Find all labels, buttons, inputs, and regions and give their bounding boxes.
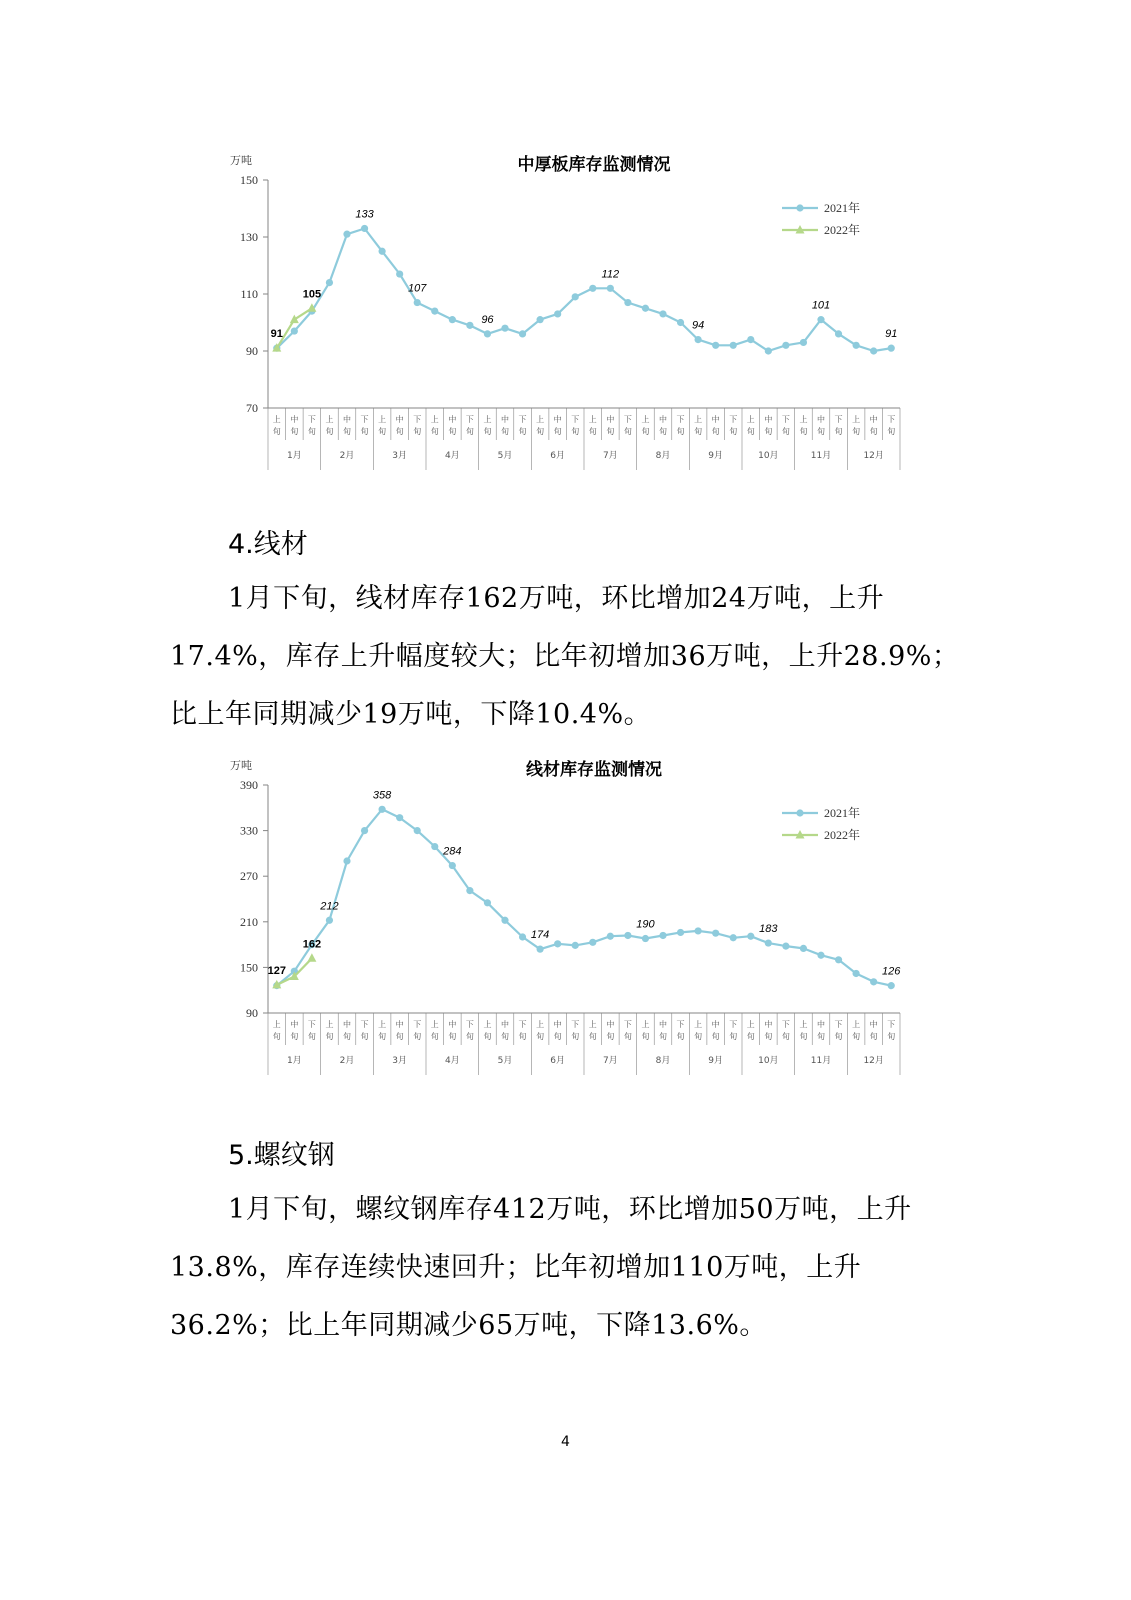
x-tick-label: 下 xyxy=(887,1020,896,1029)
data-point-2021 xyxy=(466,322,473,329)
x-tick-label: 旬 xyxy=(606,427,615,436)
y-tick-label: 70 xyxy=(246,401,258,415)
data-point-2021 xyxy=(870,347,877,354)
x-tick-label: 旬 xyxy=(746,1032,755,1041)
month-label: 12月 xyxy=(863,451,884,461)
data-point-2021 xyxy=(835,956,842,963)
x-tick-label: 上 xyxy=(641,1020,650,1029)
month-label: 8月 xyxy=(655,1056,671,1066)
legend-marker xyxy=(796,809,803,816)
x-tick-label: 下 xyxy=(360,1020,369,1029)
data-label: 190 xyxy=(636,918,655,931)
data-point-2021 xyxy=(853,970,860,977)
y-tick-label: 150 xyxy=(240,173,258,187)
data-point-2021 xyxy=(677,319,684,326)
data-point-2021 xyxy=(747,336,754,343)
data-point-2021 xyxy=(361,827,368,834)
x-tick-label: 旬 xyxy=(781,427,790,436)
data-point-2021 xyxy=(361,225,368,232)
x-tick-label: 上 xyxy=(483,415,492,424)
data-label: 358 xyxy=(372,789,392,802)
x-tick-label: 旬 xyxy=(413,427,422,436)
data-point-2021 xyxy=(589,285,596,292)
x-tick-label: 旬 xyxy=(764,427,773,436)
x-tick-label: 上 xyxy=(325,415,334,424)
data-point-2021 xyxy=(765,347,772,354)
month-label: 3月 xyxy=(392,451,408,461)
data-point-2021 xyxy=(712,930,719,937)
x-tick-label: 旬 xyxy=(325,1032,334,1041)
x-tick-label: 下 xyxy=(729,1020,738,1029)
x-tick-label: 旬 xyxy=(553,1032,562,1041)
data-point-2021 xyxy=(642,305,649,312)
data-point-2021 xyxy=(343,857,350,864)
x-tick-label: 旬 xyxy=(887,1032,896,1041)
section-heading-wire-rod: 4.线材 xyxy=(228,529,308,560)
data-point-2021 xyxy=(835,330,842,337)
x-tick-label: 旬 xyxy=(676,1032,685,1041)
x-tick-label: 下 xyxy=(623,415,632,424)
x-tick-label: 旬 xyxy=(360,1032,369,1041)
x-tick-label: 旬 xyxy=(746,427,755,436)
data-point-2021 xyxy=(624,932,631,939)
x-tick-label: 上 xyxy=(746,1020,755,1029)
x-tick-label: 旬 xyxy=(536,427,545,436)
x-tick-label: 旬 xyxy=(378,1032,387,1041)
x-tick-label: 旬 xyxy=(395,1032,404,1041)
data-point-2021 xyxy=(519,933,526,940)
x-tick-label: 旬 xyxy=(536,1032,545,1041)
x-tick-label: 旬 xyxy=(272,1032,281,1041)
x-tick-label: 上 xyxy=(536,1020,545,1029)
data-label: 127 xyxy=(267,964,286,977)
x-tick-label: 中 xyxy=(869,1020,878,1029)
data-point-2021 xyxy=(730,934,737,941)
x-tick-label: 中 xyxy=(764,415,773,424)
data-point-2021 xyxy=(817,952,824,959)
x-tick-label: 下 xyxy=(465,1020,474,1029)
x-tick-label: 下 xyxy=(729,415,738,424)
x-tick-label: 旬 xyxy=(518,1032,527,1041)
x-tick-label: 中 xyxy=(395,1020,404,1029)
x-tick-label: 旬 xyxy=(764,1032,773,1041)
data-point-2021 xyxy=(414,827,421,834)
x-tick-label: 旬 xyxy=(852,427,861,436)
x-tick-label: 上 xyxy=(536,415,545,424)
data-point-2021 xyxy=(501,917,508,924)
data-point-2021 xyxy=(589,939,596,946)
x-tick-label: 旬 xyxy=(869,427,878,436)
data-point-2021 xyxy=(484,330,491,337)
wire-rod-paragraph: 1月下旬，线材库存162万吨，环比增加24万吨，上升17.4%，库存上升幅度较大；比年初增加36万吨，上升28.9%；比上年同期减少19万吨，下降10.4%。 xyxy=(170,583,960,730)
month-label: 2月 xyxy=(339,1056,355,1066)
x-tick-label: 旬 xyxy=(307,427,316,436)
data-point-2021 xyxy=(888,345,895,352)
x-tick-label: 旬 xyxy=(588,1032,597,1041)
x-tick-label: 中 xyxy=(659,415,667,424)
data-label: 112 xyxy=(601,268,620,281)
data-label: 96 xyxy=(481,313,494,326)
rebar-paragraph: 1月下旬，螺纹钢库存412万吨，环比增加50万吨，上升13.8%，库存连续快速回升；比年初增加110万吨，上升36.2%；比上年同期减少65万吨，下降13.6%。 xyxy=(170,1194,912,1341)
data-point-2021 xyxy=(712,342,719,349)
x-tick-label: 中 xyxy=(817,415,825,424)
series-line-2021年 xyxy=(277,229,891,352)
data-point-2021 xyxy=(554,940,561,947)
x-tick-label: 旬 xyxy=(343,427,351,436)
legend-marker xyxy=(796,204,803,211)
y-axis-unit: 万吨 xyxy=(230,154,252,167)
x-tick-label: 旬 xyxy=(799,427,808,436)
month-label: 6月 xyxy=(550,1056,566,1066)
data-label: 212 xyxy=(320,900,339,913)
data-point-2021 xyxy=(343,231,350,238)
data-point-2022 xyxy=(290,315,299,324)
x-tick-label: 旬 xyxy=(501,1032,509,1041)
data-label: 126 xyxy=(882,965,901,978)
data-point-2021 xyxy=(537,316,544,323)
y-tick-label: 150 xyxy=(240,960,258,975)
data-label: 91 xyxy=(885,328,898,341)
month-label: 7月 xyxy=(602,451,618,461)
month-label: 6月 xyxy=(550,451,566,461)
x-tick-label: 旬 xyxy=(694,1032,703,1041)
data-point-2021 xyxy=(695,336,702,343)
x-tick-label: 旬 xyxy=(659,427,667,436)
y-tick-label: 90 xyxy=(246,344,258,358)
data-point-2021 xyxy=(449,862,456,869)
data-point-2021 xyxy=(695,927,702,934)
data-point-2021 xyxy=(326,279,333,286)
data-point-2021 xyxy=(870,978,877,985)
y-tick-label: 210 xyxy=(240,914,258,929)
data-point-2021 xyxy=(607,285,614,292)
x-tick-label: 上 xyxy=(852,1020,861,1029)
data-point-2021 xyxy=(782,943,789,950)
x-tick-label: 上 xyxy=(430,1020,439,1029)
data-point-2021 xyxy=(642,935,649,942)
data-point-2021 xyxy=(800,945,807,952)
data-label: 162 xyxy=(302,938,322,951)
x-tick-label: 旬 xyxy=(571,427,580,436)
y-tick-label: 270 xyxy=(240,869,258,884)
x-tick-label: 下 xyxy=(307,415,316,424)
legend-label: 2021年 xyxy=(824,806,861,820)
data-point-2021 xyxy=(624,299,631,306)
legend-label: 2022年 xyxy=(824,828,861,842)
data-point-2021 xyxy=(449,316,456,323)
x-tick-label: 旬 xyxy=(501,427,509,436)
y-tick-label: 330 xyxy=(240,823,258,838)
data-point-2021 xyxy=(291,327,298,334)
x-tick-label: 上 xyxy=(641,415,650,424)
data-point-2022 xyxy=(307,953,316,962)
month-label: 11月 xyxy=(810,1056,832,1066)
data-label: 133 xyxy=(355,208,374,221)
x-tick-label: 下 xyxy=(676,1020,685,1029)
x-tick-label: 下 xyxy=(781,1020,790,1029)
legend-label: 2022年 xyxy=(824,223,861,237)
x-tick-label: 中 xyxy=(501,1020,509,1029)
x-tick-label: 中 xyxy=(553,1020,562,1029)
x-tick-label: 旬 xyxy=(729,1032,738,1041)
x-tick-label: 下 xyxy=(571,415,580,424)
data-label: 107 xyxy=(408,282,427,295)
data-label: 91 xyxy=(270,328,283,341)
chart-title: 中厚板库存监测情况 xyxy=(517,155,671,175)
x-tick-label: 中 xyxy=(711,415,720,424)
x-tick-label: 旬 xyxy=(799,1032,808,1041)
data-point-2021 xyxy=(572,942,579,949)
x-tick-label: 中 xyxy=(817,1020,825,1029)
data-point-2021 xyxy=(607,933,614,940)
x-tick-label: 旬 xyxy=(887,427,896,436)
x-tick-label: 上 xyxy=(588,415,597,424)
month-label: 5月 xyxy=(497,451,513,461)
data-point-2021 xyxy=(414,299,421,306)
x-tick-label: 旬 xyxy=(518,427,527,436)
x-tick-label: 上 xyxy=(483,1020,492,1029)
x-tick-label: 旬 xyxy=(448,1032,457,1041)
data-point-2021 xyxy=(396,814,403,821)
data-label: 183 xyxy=(759,923,778,936)
data-point-2021 xyxy=(431,308,438,315)
x-tick-label: 旬 xyxy=(852,1032,861,1041)
x-tick-label: 中 xyxy=(290,415,299,424)
x-tick-label: 中 xyxy=(290,1020,299,1029)
wire-rod-inventory-chart xyxy=(210,755,930,1095)
y-tick-label: 390 xyxy=(240,778,258,792)
x-tick-label: 旬 xyxy=(711,427,720,436)
x-tick-label: 下 xyxy=(676,415,685,424)
y-tick-label: 90 xyxy=(246,1006,258,1020)
section-heading-rebar: 5.螺纹钢 xyxy=(228,1140,335,1171)
month-label: 9月 xyxy=(708,1056,724,1066)
data-point-2021 xyxy=(817,316,824,323)
x-tick-label: 下 xyxy=(834,1020,843,1029)
x-tick-label: 下 xyxy=(360,415,369,424)
legend-label: 2021年 xyxy=(824,201,861,215)
x-tick-label: 下 xyxy=(465,415,474,424)
x-tick-label: 旬 xyxy=(623,1032,632,1041)
x-tick-label: 旬 xyxy=(571,1032,580,1041)
data-point-2021 xyxy=(537,946,544,953)
x-tick-label: 中 xyxy=(764,1020,773,1029)
x-tick-label: 旬 xyxy=(430,1032,439,1041)
data-label: 101 xyxy=(811,299,831,312)
x-tick-label: 中 xyxy=(606,415,615,424)
month-label: 7月 xyxy=(602,1056,618,1066)
data-point-2021 xyxy=(396,270,403,277)
data-point-2021 xyxy=(431,843,438,850)
month-label: 3月 xyxy=(392,1056,408,1066)
data-point-2021 xyxy=(659,310,666,317)
data-point-2021 xyxy=(747,933,754,940)
x-tick-label: 下 xyxy=(307,1020,316,1029)
month-label: 10月 xyxy=(758,1056,779,1066)
x-tick-label: 旬 xyxy=(781,1032,790,1041)
month-label: 1月 xyxy=(286,451,302,461)
x-tick-label: 上 xyxy=(799,415,808,424)
x-tick-label: 旬 xyxy=(641,427,650,436)
month-label: 4月 xyxy=(444,451,460,461)
x-tick-label: 旬 xyxy=(641,1032,650,1041)
x-tick-label: 中 xyxy=(501,415,509,424)
x-tick-label: 上 xyxy=(272,1020,281,1029)
data-label: 105 xyxy=(302,288,322,301)
x-tick-label: 下 xyxy=(413,1020,422,1029)
month-label: 11月 xyxy=(810,451,832,461)
x-tick-label: 旬 xyxy=(834,1032,843,1041)
month-label: 8月 xyxy=(655,451,671,461)
x-tick-label: 旬 xyxy=(869,1032,878,1041)
x-tick-label: 旬 xyxy=(817,1032,825,1041)
x-tick-label: 中 xyxy=(659,1020,667,1029)
x-tick-label: 上 xyxy=(378,415,387,424)
x-tick-label: 上 xyxy=(694,415,703,424)
x-tick-label: 上 xyxy=(694,1020,703,1029)
chart-title: 线材库存监测情况 xyxy=(526,760,662,780)
x-tick-label: 旬 xyxy=(272,427,281,436)
x-tick-label: 旬 xyxy=(395,427,404,436)
x-tick-label: 中 xyxy=(343,415,351,424)
data-label: 174 xyxy=(530,929,550,942)
x-tick-label: 旬 xyxy=(676,427,685,436)
x-tick-label: 旬 xyxy=(378,427,387,436)
month-label: 2月 xyxy=(339,451,355,461)
x-tick-label: 下 xyxy=(623,1020,632,1029)
x-tick-label: 旬 xyxy=(483,427,492,436)
x-tick-label: 下 xyxy=(413,415,422,424)
plate-inventory-chart xyxy=(210,150,930,490)
x-tick-label: 旬 xyxy=(465,427,474,436)
x-tick-label: 旬 xyxy=(290,1032,299,1041)
data-point-2021 xyxy=(572,293,579,300)
x-tick-label: 中 xyxy=(711,1020,720,1029)
x-tick-label: 旬 xyxy=(623,427,632,436)
data-point-2021 xyxy=(379,806,386,813)
x-tick-label: 旬 xyxy=(606,1032,615,1041)
x-tick-label: 上 xyxy=(588,1020,597,1029)
data-point-2021 xyxy=(484,899,491,906)
x-tick-label: 旬 xyxy=(694,427,703,436)
x-tick-label: 旬 xyxy=(343,1032,351,1041)
x-tick-label: 中 xyxy=(343,1020,351,1029)
x-tick-label: 下 xyxy=(887,415,896,424)
data-point-2021 xyxy=(501,325,508,332)
x-tick-label: 上 xyxy=(430,415,439,424)
x-tick-label: 旬 xyxy=(711,1032,720,1041)
x-tick-label: 中 xyxy=(395,415,404,424)
x-tick-label: 下 xyxy=(781,415,790,424)
month-label: 1月 xyxy=(286,1056,302,1066)
x-tick-label: 旬 xyxy=(307,1032,316,1041)
data-point-2021 xyxy=(659,932,666,939)
data-label: 94 xyxy=(691,319,705,332)
data-point-2021 xyxy=(466,887,473,894)
month-label: 12月 xyxy=(863,1056,884,1066)
x-tick-label: 旬 xyxy=(430,427,439,436)
x-tick-label: 旬 xyxy=(729,427,738,436)
month-label: 4月 xyxy=(444,1056,460,1066)
x-tick-label: 旬 xyxy=(817,427,825,436)
x-tick-label: 旬 xyxy=(360,427,369,436)
y-tick-label: 130 xyxy=(240,230,258,244)
x-tick-label: 旬 xyxy=(413,1032,422,1041)
data-point-2021 xyxy=(800,339,807,346)
x-tick-label: 旬 xyxy=(290,427,299,436)
chart-svg xyxy=(210,755,930,1095)
x-tick-label: 旬 xyxy=(588,427,597,436)
x-tick-label: 中 xyxy=(448,1020,457,1029)
x-tick-label: 上 xyxy=(852,415,861,424)
x-tick-label: 中 xyxy=(448,415,457,424)
x-tick-label: 下 xyxy=(518,415,527,424)
x-tick-label: 旬 xyxy=(325,427,334,436)
x-tick-label: 上 xyxy=(378,1020,387,1029)
x-tick-label: 中 xyxy=(606,1020,615,1029)
month-label: 9月 xyxy=(708,451,724,461)
data-point-2021 xyxy=(677,929,684,936)
x-tick-label: 下 xyxy=(571,1020,580,1029)
x-tick-label: 旬 xyxy=(659,1032,667,1041)
data-point-2021 xyxy=(888,982,895,989)
x-tick-label: 下 xyxy=(834,415,843,424)
x-tick-label: 上 xyxy=(746,415,755,424)
x-tick-label: 旬 xyxy=(465,1032,474,1041)
data-point-2021 xyxy=(554,310,561,317)
month-label: 5月 xyxy=(497,1056,513,1066)
data-point-2021 xyxy=(782,342,789,349)
data-point-2021 xyxy=(519,330,526,337)
data-point-2021 xyxy=(379,248,386,255)
data-label: 284 xyxy=(443,845,462,858)
page-number: 4 xyxy=(561,1434,570,1450)
x-tick-label: 旬 xyxy=(834,427,843,436)
x-tick-label: 旬 xyxy=(553,427,562,436)
chart-svg xyxy=(210,150,930,490)
y-axis-unit: 万吨 xyxy=(230,759,252,772)
x-tick-label: 旬 xyxy=(483,1032,492,1041)
data-point-2021 xyxy=(326,917,333,924)
x-tick-label: 旬 xyxy=(448,427,457,436)
x-tick-label: 上 xyxy=(799,1020,808,1029)
x-tick-label: 上 xyxy=(325,1020,334,1029)
data-point-2021 xyxy=(730,342,737,349)
data-point-2021 xyxy=(765,939,772,946)
x-tick-label: 下 xyxy=(518,1020,527,1029)
x-tick-label: 中 xyxy=(553,415,562,424)
y-tick-label: 110 xyxy=(240,287,258,301)
x-tick-label: 上 xyxy=(272,415,281,424)
month-label: 10月 xyxy=(758,451,779,461)
x-tick-label: 中 xyxy=(869,415,878,424)
data-point-2021 xyxy=(853,342,860,349)
